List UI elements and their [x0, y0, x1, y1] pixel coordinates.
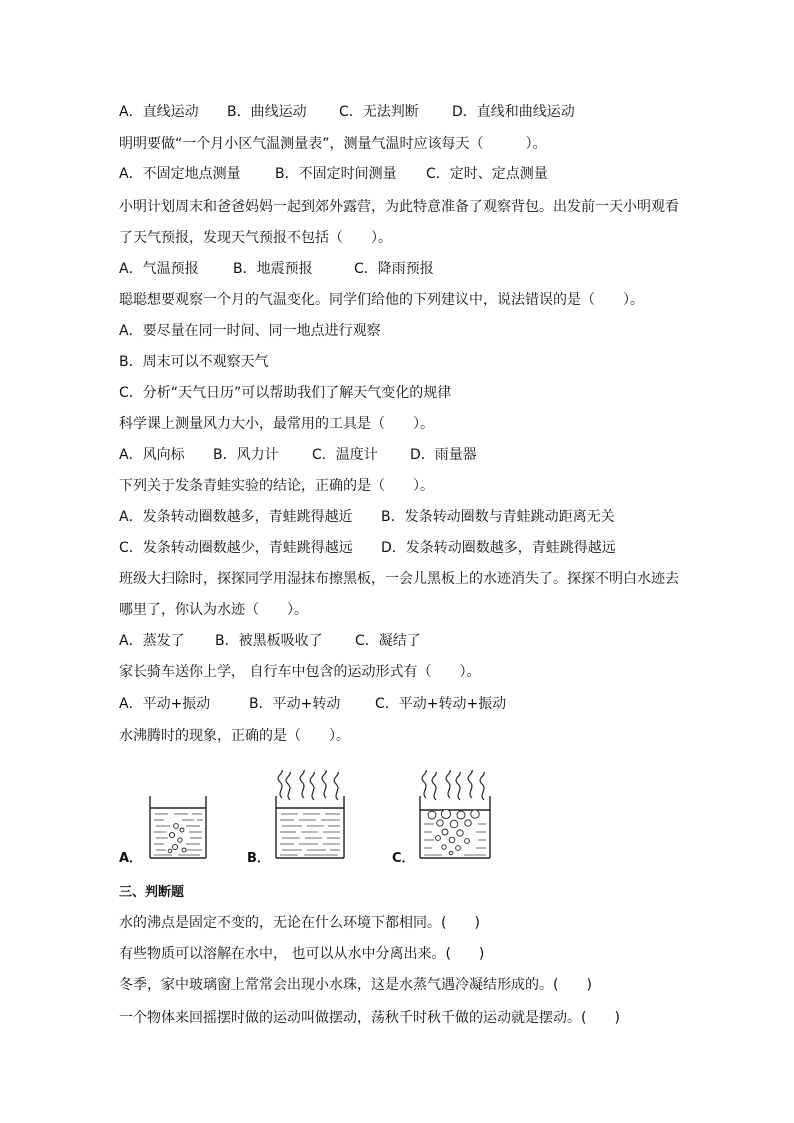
q9-option-a-label: A．	[119, 851, 143, 866]
q1-option-c: C．无法判断	[339, 104, 419, 120]
section-title: 三、判断题	[119, 885, 185, 900]
judgement-item-3: 冬季，家中玻璃窗上常常会出现小水珠，这是水蒸气遇冷凝结形成的。( )	[119, 977, 592, 993]
q6-option-c: C．发条转动圈数越少，青蛙跳得越远	[119, 540, 353, 556]
q5-option-d: D．雨量器	[410, 447, 477, 463]
q4-stem: 聪聪想要观察一个月的气温变化。同学们给他的下列建议中，说法错误的是（ ）。	[119, 292, 644, 308]
q6-option-b: B．发条转动圈数与青蛙跳动距离无关	[381, 509, 615, 525]
q3-option-a: A．气温预报	[119, 261, 199, 277]
q1-option-a: A．直线运动	[119, 104, 199, 120]
q4-option-a: A．要尽量在同一时间、同一地点进行观察	[119, 323, 381, 339]
q6-option-d: D．发条转动圈数越多，青蛙跳得越远	[381, 540, 616, 556]
beaker-c-figure	[412, 768, 498, 862]
beaker-b-figure	[268, 768, 352, 862]
q5-option-b: B．风力计	[213, 447, 279, 463]
q8-stem: 家长骑车送你上学， 自行车中包含的运动形式有（ ）。	[119, 664, 481, 680]
q8-option-b: B．平动+转动	[249, 696, 341, 712]
q2-stem: 明明要做“一个月小区气温测量表”，测量气温时应该每天（ ）。	[119, 136, 547, 152]
judgement-item-2: 有些物质可以溶解在水中， 也可以从水中分离出来。( )	[119, 946, 485, 962]
beaker-a-figure	[142, 792, 214, 862]
q2-option-a: A．不固定地点测量	[119, 166, 241, 182]
q6-option-a: A．发条转动圈数越多，青蛙跳得越近	[119, 509, 353, 525]
q3-stem-line1: 小明计划周末和爸爸妈妈一起到郊外露营，为此特意准备了观察背包。出发前一天小明观看	[119, 199, 679, 215]
q5-stem: 科学课上测量风力大小，最常用的工具是（ ）。	[119, 416, 434, 432]
q2-option-b: B．不固定时间测量	[275, 166, 397, 182]
q9-option-c-label: C．	[392, 851, 415, 866]
q3-option-c: C．降雨预报	[354, 261, 434, 277]
q8-option-a: A．平动+振动	[119, 696, 211, 712]
q7-option-c: C．凝结了	[355, 633, 421, 649]
q9-option-b-label: B．	[247, 851, 270, 866]
q4-option-c: C．分析“天气日历”可以帮助我们了解天气变化的规律	[119, 385, 452, 401]
q4-option-b: B．周末可以不观察天气	[119, 354, 269, 370]
q2-option-c: C．定时、定点测量	[426, 166, 548, 182]
q6-stem: 下列关于发条青蛙实验的结论，正确的是（ ）。	[119, 478, 434, 494]
q7-stem-line1: 班级大扫除时，探探同学用湿抹布擦黑板，一会儿黑板上的水迹消失了。探探不明白水迹去	[119, 571, 679, 587]
q1-option-b: B．曲线运动	[227, 104, 307, 120]
q5-option-a: A．风向标	[119, 447, 185, 463]
q7-option-b: B．被黑板吸收了	[215, 633, 323, 649]
q7-stem-line2: 哪里了，你认为水迹（ ）。	[119, 602, 308, 618]
q9-stem: 水沸腾时的现象，正确的是（ ）。	[119, 728, 350, 744]
q1-option-d: D．直线和曲线运动	[452, 104, 575, 120]
judgement-item-4: 一个物体来回摇摆时做的运动叫做摆动，荡秋千时秋千做的运动就是摆动。( )	[119, 1010, 620, 1026]
q3-option-b: B．地震预报	[233, 261, 313, 277]
q3-stem-line2: 了天气预报，发现天气预报不包括（ ）。	[119, 230, 392, 246]
q8-option-c: C．平动+转动+振动	[375, 696, 507, 712]
q5-option-c: C．温度计	[312, 447, 378, 463]
judgement-item-1: 水的沸点是固定不变的，无论在什么环境下都相同。( )	[119, 915, 480, 931]
q7-option-a: A．蒸发了	[119, 633, 185, 649]
